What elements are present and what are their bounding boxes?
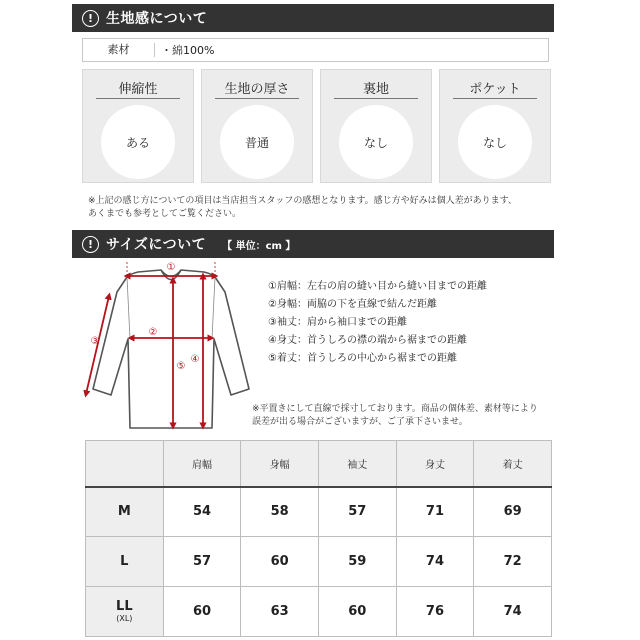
- measurement-item: ④身丈：首うしろの襟の端から裾までの距離: [268, 335, 467, 346]
- table-row: [86, 587, 552, 637]
- measurement-item: ②身幅：両脇の下を直線で結んだ距離: [268, 299, 437, 310]
- measurement-note: [252, 403, 538, 429]
- table-cell: 69: [474, 487, 552, 537]
- table-cell: 60: [241, 537, 319, 587]
- divider: [215, 98, 299, 99]
- marker-4-label: ④: [190, 354, 200, 365]
- feature-value: なし: [458, 105, 532, 179]
- measurement-item: ①肩幅：左右の肩の縫い目から縫い目までの距離: [268, 281, 487, 292]
- feature-value: 普通: [220, 105, 294, 179]
- table-cell: 58: [241, 487, 319, 537]
- fabric-section-header: [72, 4, 554, 32]
- marker-5-label: ⑤: [176, 361, 186, 372]
- size-label: [86, 487, 164, 537]
- unit-note: 【 単位：cm 】: [222, 240, 296, 252]
- size-label: [86, 587, 164, 637]
- column-header: 着丈: [474, 441, 552, 487]
- note-line: あくまでも参考としてご覧ください。: [88, 209, 242, 219]
- table-row: [86, 537, 552, 587]
- divider: [453, 98, 537, 99]
- table-cell: 60: [163, 587, 241, 637]
- table-cell: 60: [318, 587, 396, 637]
- table-cell: 57: [318, 487, 396, 537]
- feature-card-lining: [320, 69, 432, 183]
- measurement-item: ③袖丈：肩から袖口までの距離: [268, 317, 407, 328]
- feature-value: なし: [339, 105, 413, 179]
- garment-outline: [90, 270, 249, 428]
- material-row: [82, 38, 549, 62]
- measurement-item: ⑤着丈：首うしろの中心から裾までの距離: [268, 353, 457, 364]
- feature-title: ポケット: [469, 82, 521, 97]
- size-section-title: サイズについて: [106, 237, 207, 253]
- marker-2-label: ②: [148, 327, 158, 338]
- marker-3-label: ③: [90, 336, 100, 347]
- feature-card-thickness: [201, 69, 313, 183]
- feature-card-stretch: [82, 69, 194, 183]
- column-header: 身幅: [241, 441, 319, 487]
- size-name: LL: [116, 599, 133, 614]
- material-label: 素材: [83, 43, 155, 57]
- size-name: M: [117, 503, 131, 519]
- size-section-header: [72, 230, 554, 258]
- exclamation-icon: !: [82, 10, 99, 27]
- table-cell: 59: [318, 537, 396, 587]
- table-cell: 74: [396, 537, 474, 587]
- size-table-header-row: [86, 441, 552, 487]
- table-cell: 57: [163, 537, 241, 587]
- feature-title: 裏地: [362, 82, 389, 97]
- size-table: [85, 440, 552, 637]
- feature-card-pocket: [439, 69, 551, 183]
- table-row: [86, 487, 552, 537]
- divider: [96, 98, 180, 99]
- fabric-section-title: 生地感について: [106, 11, 208, 27]
- material-value: ・綿100%: [161, 44, 215, 57]
- feature-title: 伸縮性: [118, 82, 158, 97]
- feature-title: 生地の厚さ: [224, 82, 290, 97]
- exclamation-icon: !: [82, 236, 99, 253]
- fabric-note: [88, 195, 517, 221]
- note-line: ※上記の感じ方についての項目は当店担当スタッフの感想となります。感じ方や好みは個人差があります、: [88, 196, 517, 206]
- feature-value: ある: [101, 105, 175, 179]
- marker-1-label: ①: [166, 262, 176, 273]
- table-cell: 76: [396, 587, 474, 637]
- column-header: 袖丈: [318, 441, 396, 487]
- table-cell: 54: [163, 487, 241, 537]
- divider: [334, 98, 418, 99]
- table-cell: 72: [474, 537, 552, 587]
- size-label: [86, 537, 164, 587]
- garment-diagram: [75, 256, 265, 436]
- table-cell: 74: [474, 587, 552, 637]
- table-corner-cell: [86, 441, 164, 487]
- note-line: 誤差が出る場合がございますが、ご了承下さいませ。: [252, 417, 468, 427]
- table-cell: 63: [241, 587, 319, 637]
- measurement-list: [268, 278, 487, 368]
- size-name: L: [120, 553, 129, 569]
- note-line: ※平置きにして直線で採寸しております。商品の個体差、素材等により: [252, 404, 538, 414]
- size-subname: (XL): [116, 614, 133, 623]
- column-header: 肩幅: [163, 441, 241, 487]
- column-header: 身丈: [396, 441, 474, 487]
- table-cell: 71: [396, 487, 474, 537]
